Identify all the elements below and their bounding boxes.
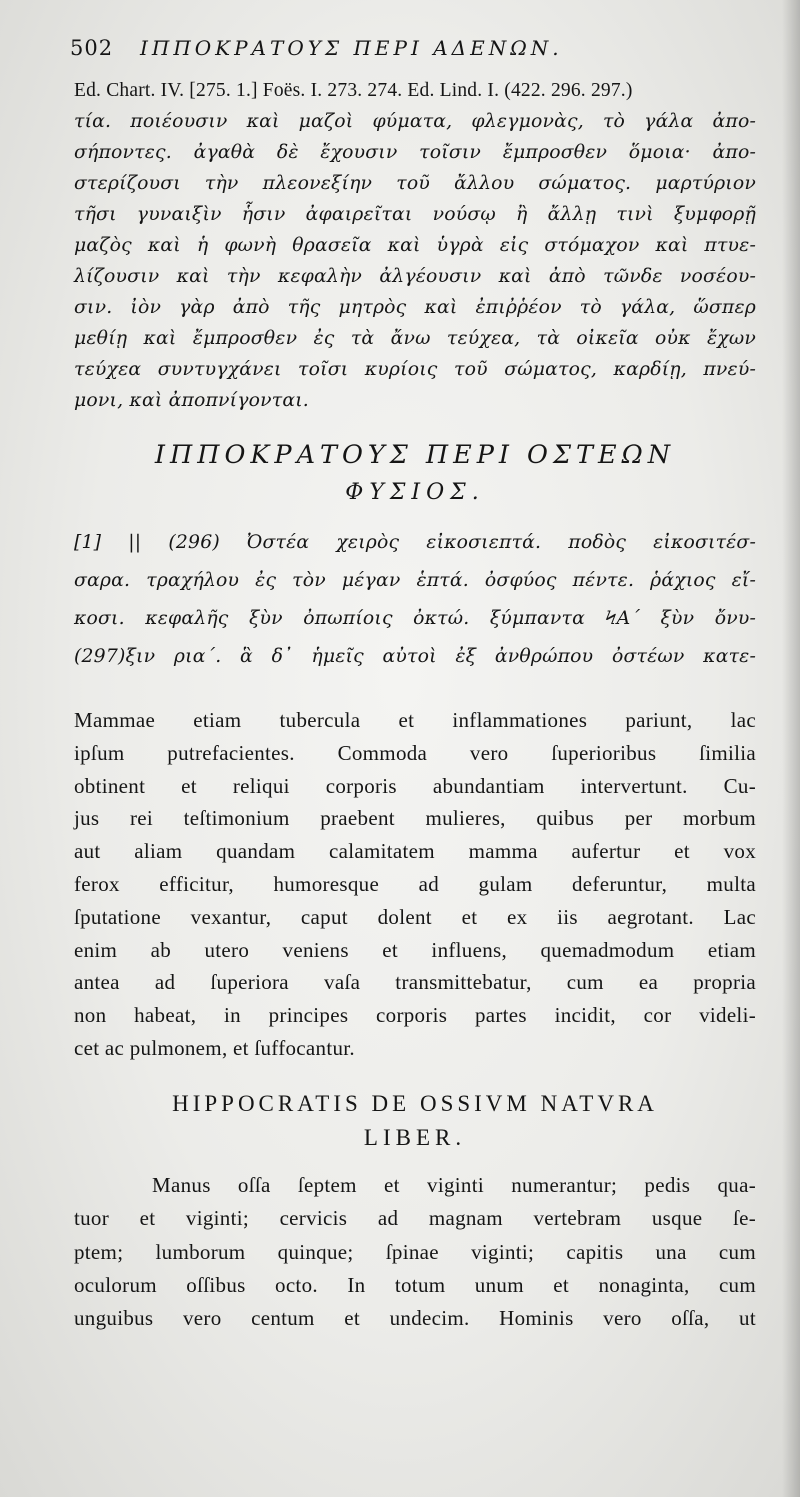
text-line: non habeat, in principes corporis partes incidit, cor videli- [74,1003,756,1028]
text-line: μονι, καὶ ἀποπνίγονται. [74,390,309,411]
text-line: σήποντες. ἀγαθὰ δὲ ἔχουσιν τοῖσιν ἔμπροσθεν ὅμοια· ἀπο- [74,142,756,163]
text-line: τεύχεα συντυγχάνει τοῖσι κυρίοις τοῦ σώματος, καρδίῃ, πνεύ- [74,359,756,380]
text-line: ferox efficitur, humoresque ad gulam deferuntur, multa [74,871,756,896]
greek-section-title: ΙΠΠΟΚΡΑΤΟΥΣ ΠΕΡΙ ΟΣΤΕΩΝ [154,440,676,470]
text-line: tuor et viginti; cervicis ad magnam vertebram usque ſe- [74,1206,756,1231]
text-line: στερίζουσι τὴν πλεονεξίην τοῦ ἄλλου σώματος. μαρτύριον [74,173,756,194]
text-line: σιν. ἰὸν γὰρ ἀπὸ τῆς μητρὸς καὶ ἐπιῤῥέον τὸ γάλα, ὥσπερ [74,297,756,318]
greek-body [74,524,756,676]
text-line: ipſum putrefacientes. Commoda vero ſuperioribus ſimilia [74,740,756,765]
latin-section-subtitle: LIBER. [363,1124,467,1150]
text-line: τῆσι γυναιξὶν ἧσιν ἀφαιρεῖται νούσῳ ἢ ἄλλῃ τινὶ ξυμφορῇ [74,204,756,225]
text-line: obtinent et reliqui corporis abundantiam intervertunt. Cu- [74,773,756,798]
latin-body [74,1169,756,1336]
text-line: λίζουσιν καὶ τὴν κεφαλὴν ἀλγέουσιν καὶ ἀπὸ τῶνδε νοσέου- [74,266,756,287]
latin-section-title: HIPPOCRATIS DE OSSIVM NATVRA [172,1090,658,1116]
text-line: cet ac pulmonem, et ſuffocantur. [74,1035,355,1060]
text-line: aut aliam quandam calamitatem mamma aufertur et vox [74,839,756,864]
text-line: enim ab utero veniens et influens, quemadmodum etiam [74,937,756,962]
text-line: κοσι. κεφαλῆς ξὺν ὀπωπίοις ὀκτώ. ξύμπαντα ϞΑ´ ξὺν ὄνυ- [74,608,756,629]
text-line: τία. ποιέουσιν καὶ μαζοὶ φύματα, φλεγμονὰς, τὸ γάλα ἀπο- [74,111,756,132]
text-line: ſputatione vexantur, caput dolent et ex iis aegrotant. Lac [74,904,756,929]
text-line: ptem; lumborum quinque; ſpinae viginti; capitis una cum [74,1239,756,1264]
text-line: μαζὸς καὶ ἡ φωνὴ θρασεῖα καὶ ὑγρὰ εἰς στόμαχον καὶ πτυε- [74,235,756,256]
text-line: jus rei teſtimonium praebent mulieres, quibus per morbum [74,806,756,831]
text-line: unguibus vero centum et undecim. Hominis vero oſſa, ut [74,1306,756,1331]
latin-paragraph [74,704,756,1065]
greek-paragraph [74,106,756,416]
text-line: antea ad ſuperiora vaſa transmittebatur, cum ea propria [74,970,756,995]
text-line: Mammae etiam tubercula et inflammationes pariunt, lac [74,708,756,732]
page-number: 502 [70,36,114,60]
running-head: ΙΠΠΟΚΡΑΤΟΥΣ ΠΕΡΙ ΑΔΕΝΩΝ. [140,36,563,60]
text-line: Manus oſſa ſeptem et viginti numerantur; pedis qua- [152,1172,756,1197]
text-line: μεθίῃ καὶ ἔμπροσθεν ἐς τὰ ἄνω τεύχεα, τὰ οἰκεῖα οὐκ ἔχων [74,328,756,349]
page-header [70,36,756,76]
text-line: (297)ξιν ρια´. ἃ δ᾽ ἡμεῖς αὐτοὶ ἐξ ἀνθρώπου ὀστέων κατε- [74,646,756,667]
text-line: [1] || (296) Ὀστέα χειρὸς εἰκοσιεπτά. ποδὸς εἰκοσιτέσ- [74,532,756,553]
text-line: oculorum oſſibus octo. In totum unum et nonaginta, cum [74,1272,756,1297]
greek-section-subtitle: ΦΥΣΙΟΣ. [345,480,485,505]
edition-reference: Ed. Chart. IV. [275. 1.] Foës. I. 273. 274. Ed. Lind. I. (422. 296. 297.) [74,80,633,101]
text-line: σαρα. τραχήλου ἐς τὸν μέγαν ἑπτά. ὀσφύος πέντε. ῥάχιος εἴ- [74,570,756,591]
